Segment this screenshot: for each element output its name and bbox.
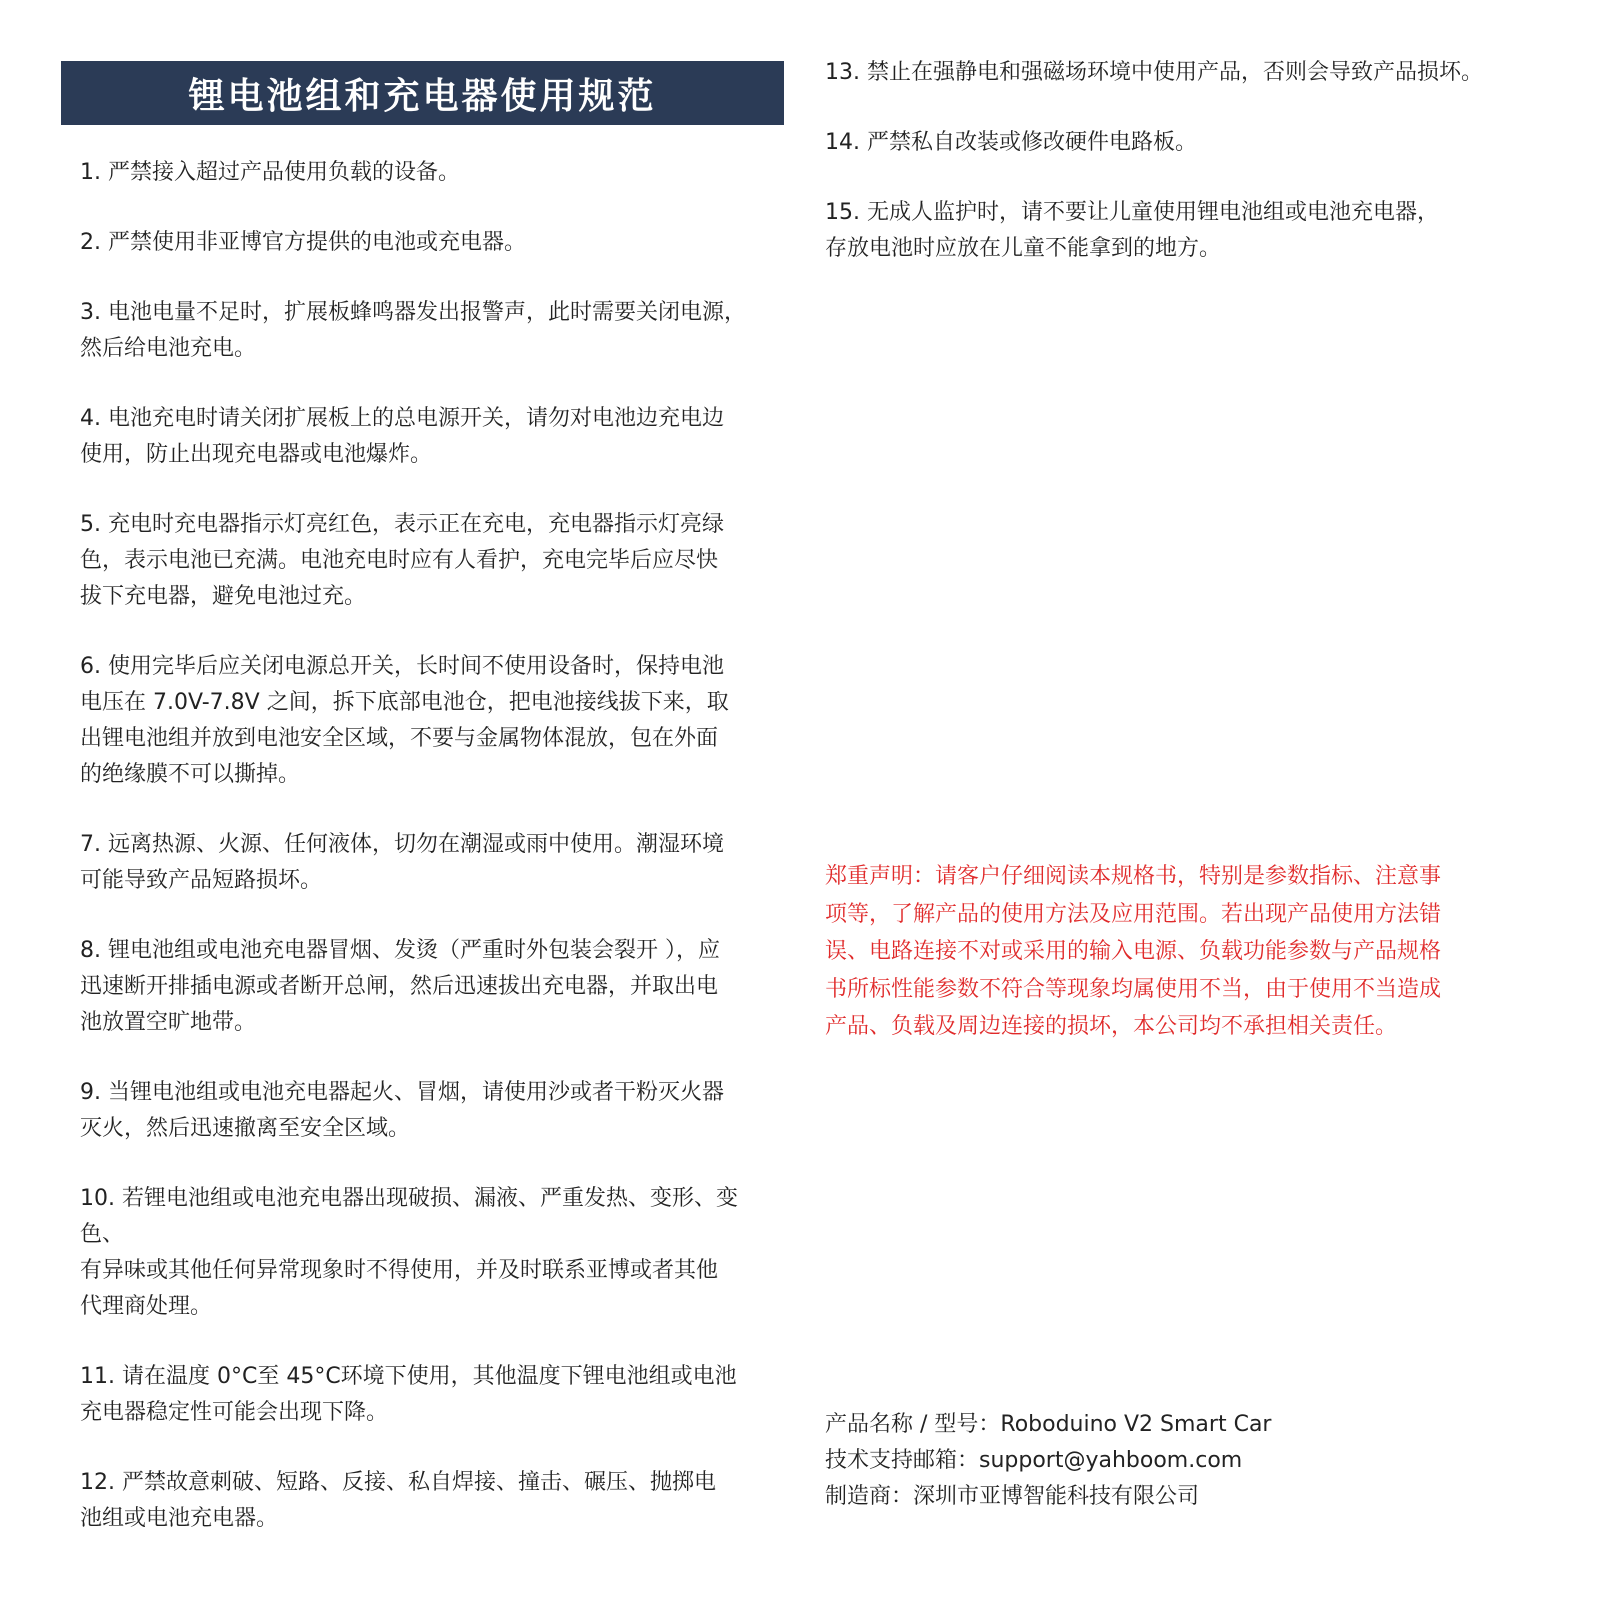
support-email-line: 技术支持邮箱：support@yahboom.com — [825, 1448, 1243, 1473]
rule-item: 7. 远离热源、火源、任何液体，切勿在潮湿或雨中使用。潮湿环境 可能导致产品短路损坏。 — [80, 832, 724, 893]
rule-item: 13. 禁止在强静电和强磁场环境中使用产品，否则会导致产品损坏。 — [825, 60, 1483, 85]
title-banner — [61, 61, 784, 125]
rule-item: 9. 当锂电池组或电池充电器起火、冒烟，请使用沙或者干粉灭火器 灭火，然后迅速撤离至安全区域。 — [80, 1080, 724, 1141]
rule-item: 1. 严禁接入超过产品使用负载的设备。 — [80, 160, 460, 185]
product-info — [825, 1407, 1525, 1515]
disclaimer-notice: 郑重声明：请客户仔细阅读本规格书，特别是参数指标、注意事 项等，了解产品的使用方法及应用范围。若出现产品使用方法错 误、电路连接不对或采用的输入电源、负载功能参数与产品规格 书所标性能参数不符合等现象均属使用不当，由于使用不当造成 产品、负载及周边连接的损坏，本公司均不承担相关责任。 — [825, 864, 1442, 1039]
rules-column-right — [825, 55, 1525, 301]
rule-item: 10. 若锂电池组或电池充电器出现破损、漏液、严重发热、变形、变色、 有异味或其他任何异常现象时不得使用，并及时联系亚博或者其他 代理商处理。 — [80, 1186, 738, 1319]
rule-item: 3. 电池电量不足时，扩展板蜂鸣器发出报警声，此时需要关闭电源， 然后给电池充电。 — [80, 300, 746, 361]
rule-item: 12. 严禁故意刺破、短路、反接、私自焊接、撞击、碾压、抛掷电 池组或电池充电器。 — [80, 1470, 716, 1531]
page-title: 锂电池组和充电器使用规范 — [188, 75, 657, 117]
rule-item: 14. 严禁私自改装或修改硬件电路板。 — [825, 130, 1197, 155]
product-name-line: 产品名称 / 型号：Roboduino V2 Smart Car — [825, 1412, 1272, 1437]
rule-item: 5. 充电时充电器指示灯亮红色，表示正在充电，充电器指示灯亮绿 色，表示电池已充满。电池充电时应有人看护，充电完毕后应尽快 拔下充电器，避免电池过充。 — [80, 512, 724, 609]
rule-item: 6. 使用完毕后应关闭电源总开关，长时间不使用设备时，保持电池 电压在 7.0V-7.8V 之间，拆下底部电池仓，把电池接线拔下来，取 出锂电池组并放到电池安全区域，不要与金属物体混放，包在外面 的绝缘膜不可以撕掉。 — [80, 654, 729, 787]
rule-item: 11. 请在温度 0°C至 45°C环境下使用，其他温度下锂电池组或电池 充电器稳定性可能会出现下降。 — [80, 1364, 737, 1425]
rule-item: 15. 无成人监护时，请不要让儿童使用锂电池组或电池充电器， 存放电池时应放在儿童不能拿到的地方。 — [825, 200, 1439, 261]
rules-column-left — [80, 155, 770, 1571]
manufacturer-line: 制造商：深圳市亚博智能科技有限公司 — [825, 1484, 1200, 1509]
rule-item: 4. 电池充电时请关闭扩展板上的总电源开关，请勿对电池边充电边 使用，防止出现充电器或电池爆炸。 — [80, 406, 724, 467]
rule-item: 2. 严禁使用非亚博官方提供的电池或充电器。 — [80, 230, 526, 255]
rule-item: 8. 锂电池组或电池充电器冒烟、发烫（严重时外包装会裂开 ），应 迅速断开排插电源或者断开总闸，然后迅速拔出充电器，并取出电 池放置空旷地带。 — [80, 938, 720, 1035]
